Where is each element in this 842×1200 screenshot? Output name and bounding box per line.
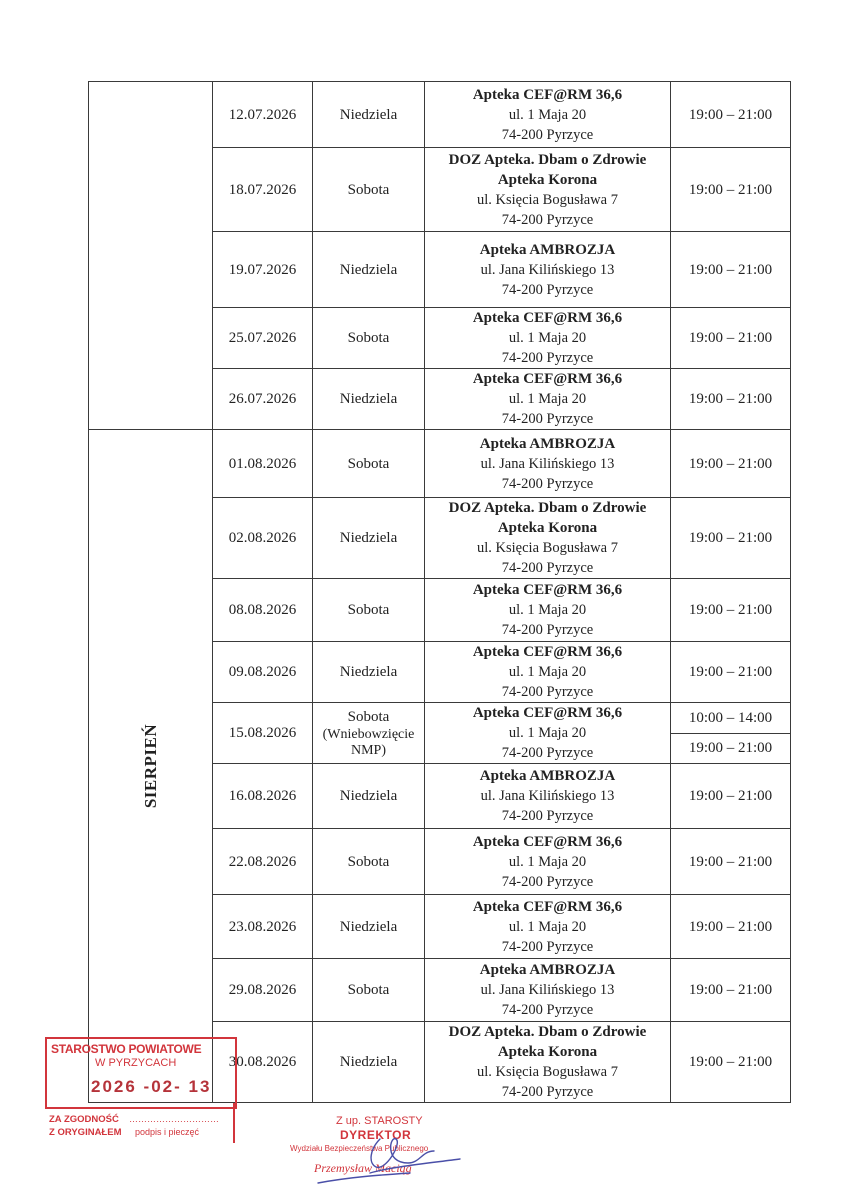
month-cell-august [89,430,213,1103]
hours-cell [671,579,791,642]
pharmacy-name: Apteka CEF@RM 36,6 [472,705,623,721]
pharmacy-address-line: 74-200 Pyrzyce [501,411,594,427]
certification-stamp [45,1037,235,1143]
weekday-cell [313,430,425,498]
pharmacy-address-line: ul. 1 Maja 20 [508,391,587,407]
opening-hours: 19:00 – 21:00 [688,106,773,123]
pharmacy-address-line: 74-200 Pyrzyce [501,1002,594,1018]
stamp-town: W PYRZYCACH [95,1057,177,1069]
opening-hours: 19:00 – 21:00 [688,455,773,472]
date-cell: 18.07.2026 [213,148,313,232]
pharmacy-address-line: 74-200 Pyrzyce [501,475,594,492]
opening-hours: 19:00 – 21:00 [688,261,773,278]
weekday-cell [313,1022,425,1103]
pharmacy-address-line: 74-200 Pyrzyce [501,281,594,298]
hours-cell [671,82,791,148]
pharmacy-name: Apteka AMBROZJA [479,435,616,452]
hours-cell [671,1022,791,1103]
weekday-cell [313,829,425,895]
stamp-sign-note: podpis i pieczęć [135,1127,200,1137]
pharmacy-name: DOZ Apteka. Dbam o Zdrowie [448,1024,647,1040]
signature-title: DYREKTOR [340,1128,412,1142]
stamp-dots: ………………………… [129,1114,219,1124]
opening-hours: 19:00 – 21:00 [688,602,773,618]
pharmacy-address-line: ul. Jana Kilińskiego 13 [480,261,615,278]
pharmacy-address-line: 74-200 Pyrzyce [501,745,594,761]
opening-hours: 19:00 – 21:00 [688,918,773,935]
date-cell: 25.07.2026 [213,308,313,369]
opening-hours: 19:00 – 21:00 [688,853,773,870]
opening-hours: 19:00 – 21:00 [671,733,790,763]
pharmacy-address-line: ul. 1 Maja 20 [508,106,587,123]
weekday-cell [313,895,425,959]
hours-cell [671,642,791,703]
date-cell: 08.08.2026 [213,579,313,642]
pharmacy-name: Apteka CEF@RM 36,6 [472,898,623,915]
pharmacy-address-line: 74-200 Pyrzyce [501,873,594,890]
month-cell-july [89,82,213,430]
date-cell: 29.08.2026 [213,959,313,1022]
pharmacy-name: Apteka CEF@RM 36,6 [472,371,623,387]
hours-cell [671,232,791,308]
weekday-cell [313,579,425,642]
date-cell: 22.08.2026 [213,829,313,895]
stamp-side-line [233,1103,235,1143]
pharmacy-name: Apteka AMBROZJA [479,962,616,978]
weekday-label: Niedziela [339,261,398,278]
pharmacy-cell [425,642,671,703]
weekday-cell [313,642,425,703]
pharmacy-name: Apteka CEF@RM 36,6 [472,86,623,103]
pharmacy-cell [425,764,671,829]
stamp-date: 2026 -02- 13 [91,1077,212,1096]
opening-hours: 19:00 – 21:00 [688,391,773,407]
table-row [89,82,791,148]
hours-cell [671,895,791,959]
weekday-label: Niedziela [339,391,398,407]
pharmacy-address-line: ul. 1 Maja 20 [508,664,587,680]
pharmacy-cell [425,959,671,1022]
weekday-label: Sobota [347,330,390,346]
date-cell: 12.07.2026 [213,82,313,148]
weekday-label: Sobota [347,455,390,472]
pharmacy-cell [425,82,671,148]
pharmacy-duty-table [88,81,791,1103]
hours-cell [671,703,791,764]
pharmacy-name: DOZ Apteka. Dbam o Zdrowie [448,500,647,516]
pharmacy-name: Apteka CEF@RM 36,6 [472,833,623,850]
opening-hours: 19:00 – 21:00 [688,330,773,346]
weekday-cell [313,498,425,579]
weekday-label: Sobota [347,709,390,725]
opening-hours: 19:00 – 21:00 [688,1054,773,1070]
pharmacy-address-line: 74-200 Pyrzyce [501,684,594,700]
weekday-cell [313,148,425,232]
pharmacy-cell [425,895,671,959]
pharmacy-name: Apteka CEF@RM 36,6 [472,582,623,598]
opening-hours: 19:00 – 21:00 [688,664,773,680]
pharmacy-address-line: ul. Jana Kilińskiego 13 [480,788,615,804]
weekday-cell [313,232,425,308]
table-row [89,430,791,498]
pharmacy-address-line: 74-200 Pyrzyce [501,622,594,638]
hours-cell [671,829,791,895]
opening-hours: 19:00 – 21:00 [688,788,773,804]
pharmacy-address-line: 74-200 Pyrzyce [501,126,594,143]
stamp-office: STAROSTWO POWIATOWE [51,1042,202,1056]
date-cell: 02.08.2026 [213,498,313,579]
signature-name: Przemysław Maciąg [314,1161,412,1175]
pharmacy-address-line: ul. 1 Maja 20 [508,725,587,741]
pharmacy-cell [425,703,671,764]
pharmacy-name: Apteka Korona [497,171,598,188]
opening-hours: 10:00 – 14:00 [688,709,773,726]
hours-cell [671,308,791,369]
pharmacy-name: Apteka CEF@RM 36,6 [472,310,623,326]
stamp-certify-line2: Z ORYGINAŁEM [49,1127,122,1138]
weekday-label: Sobota [347,181,390,198]
opening-hours: 19:00 – 21:00 [688,982,773,998]
date-cell: 09.08.2026 [213,642,313,703]
hours-cell [671,148,791,232]
pharmacy-address-line: 74-200 Pyrzyce [501,211,594,228]
pharmacy-address-line: ul. 1 Maja 20 [508,853,587,870]
pharmacy-address-line: 74-200 Pyrzyce [501,808,594,824]
opening-hours: 19:00 – 21:00 [688,530,773,546]
pharmacy-name: Apteka Korona [497,520,598,536]
pharmacy-address-line: ul. Jana Kilińskiego 13 [480,455,615,472]
pharmacy-cell [425,232,671,308]
pharmacy-address-line: ul. Księcia Bogusława 7 [477,191,618,208]
date-cell: 30.08.2026 [213,1022,313,1103]
handwritten-signature [310,1133,480,1187]
pharmacy-address-line: ul. 1 Maja 20 [508,602,587,618]
pharmacy-cell [425,430,671,498]
hours-cell [671,498,791,579]
opening-hours: 19:00 – 21:00 [688,181,773,198]
pharmacy-address-line: 74-200 Pyrzyce [501,1084,594,1100]
weekday-label: Sobota [347,853,390,870]
pharmacy-cell [425,579,671,642]
pharmacy-address-line: ul. 1 Maja 20 [508,330,587,346]
date-cell: 26.07.2026 [213,369,313,430]
pharmacy-address-line: ul. Księcia Bogusława 7 [477,1064,618,1080]
pharmacy-address-line: ul. Księcia Bogusława 7 [477,540,618,556]
stamp-certify-line1: ZA ZGODNOŚĆ [49,1114,119,1125]
pharmacy-cell [425,369,671,430]
hours-cell [671,959,791,1022]
hours-cell [671,369,791,430]
weekday-label: Niedziela [339,530,398,546]
date-cell: 19.07.2026 [213,232,313,308]
weekday-cell [313,308,425,369]
weekday-label: Sobota [347,982,390,998]
pharmacy-address-line: 74-200 Pyrzyce [501,560,594,576]
pharmacy-cell [425,829,671,895]
pharmacy-address-line: ul. 1 Maja 20 [508,918,587,935]
weekday-label: Niedziela [339,918,398,935]
date-cell: 16.08.2026 [213,764,313,829]
pharmacy-name: Apteka Korona [497,1044,598,1060]
duty-schedule-table-wrap [88,81,790,1100]
pharmacy-address-line: ul. Jana Kilińskiego 13 [480,982,615,998]
pharmacy-name: DOZ Apteka. Dbam o Zdrowie [448,151,647,168]
weekday-cell [313,764,425,829]
weekday-cell [313,369,425,430]
hours-cell [671,764,791,829]
pharmacy-name: Apteka AMBROZJA [479,241,616,258]
weekday-cell [313,703,425,764]
weekday-label: Niedziela [339,106,398,123]
pharmacy-address-line: 74-200 Pyrzyce [501,350,594,366]
pharmacy-cell [425,148,671,232]
pharmacy-address-line: 74-200 Pyrzyce [501,938,594,955]
pharmacy-cell [425,498,671,579]
director-signature-stamp [290,1115,480,1187]
pharmacy-cell [425,1022,671,1103]
holiday-note: (Wniebowzięcie NMP) [322,727,415,758]
weekday-label: Niedziela [339,788,398,804]
pharmacy-cell [425,308,671,369]
signature-on-behalf: Z up. STAROSTY [336,1115,423,1127]
pharmacy-name: Apteka CEF@RM 36,6 [472,644,623,660]
month-label: SIERPIEŃ [140,723,160,809]
weekday-label: Sobota [347,602,390,618]
weekday-cell [313,82,425,148]
pharmacy-name: Apteka AMBROZJA [479,768,616,784]
date-cell: 01.08.2026 [213,430,313,498]
weekday-label: Niedziela [339,664,398,680]
weekday-label: Niedziela [339,1054,398,1070]
weekday-cell [313,959,425,1022]
signature-department: Wydziału Bezpieczeństwa Publicznego [290,1144,429,1153]
hours-cell [671,430,791,498]
date-cell: 23.08.2026 [213,895,313,959]
date-cell: 15.08.2026 [213,703,313,764]
